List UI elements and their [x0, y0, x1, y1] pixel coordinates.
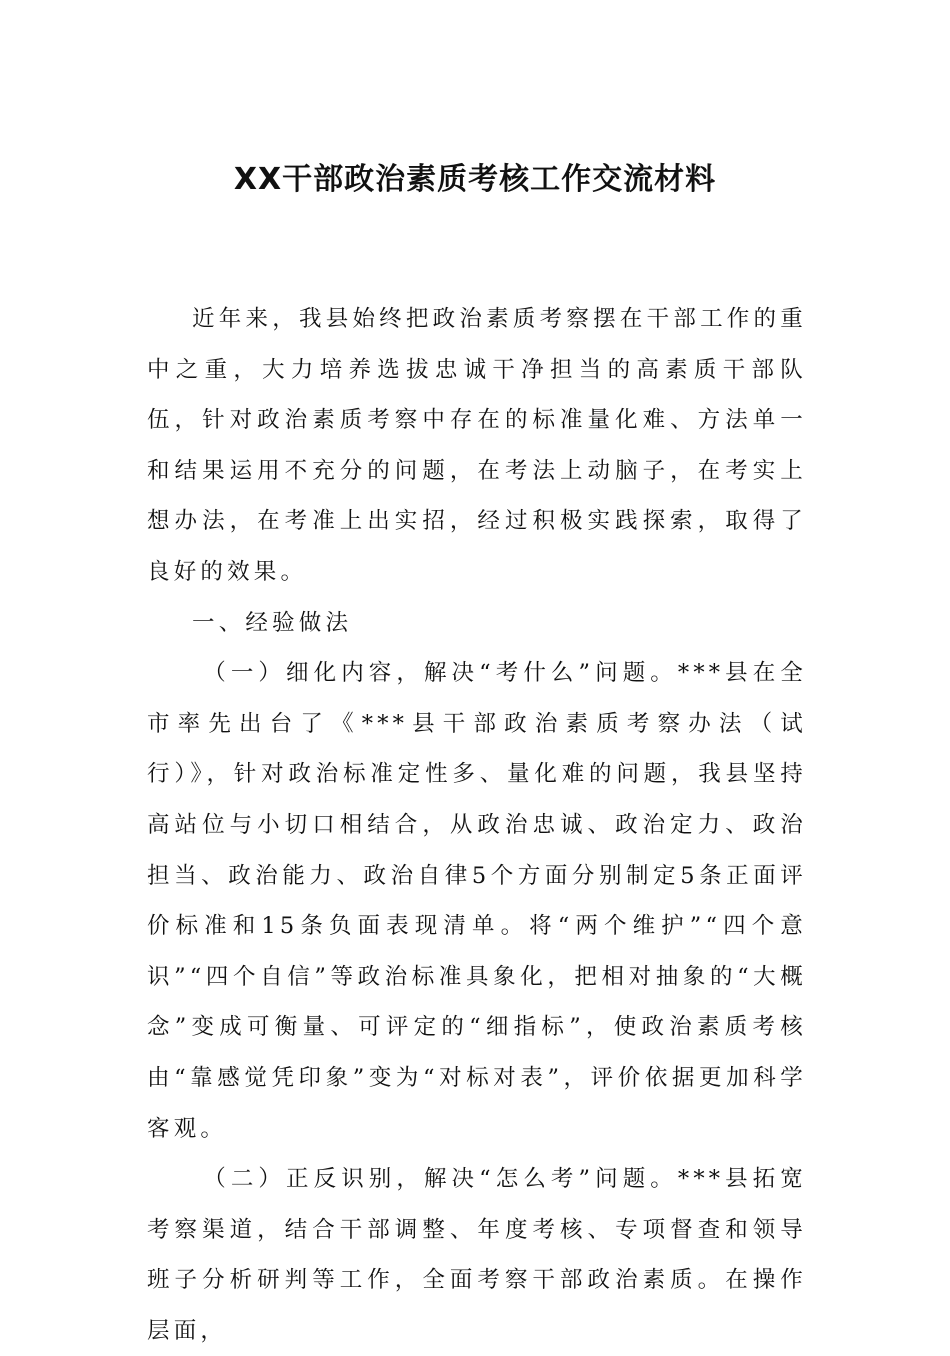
paragraph-refine-content: （一）细化内容，解决“考什么”问题。***县在全市率先出台了《***县干部政治素质考察办法（试行）》，针对政治标准定性多、量化难的问题，我县坚持高站位与小切口相结合，从政治忠诚、政治定力、政治担当、政治能力、政治自律5个方面分别制定5条正面评价标准和15条负面表现清单。将“两个维护”“四个意识”“四个自信”等政治标准具象化，把相对抽象的“大概念”变成可衡量、可评定的“细指标”，使政治素质考核由“靠感觉凭印象”变为“对标对表”，评价依据更加科学客观。: [147, 660, 807, 1142]
paragraph-identify: （二）正反识别，解决“怎么考”问题。***县拓宽考察渠道，结合干部调整、年度考核、专项督查和领导班子分析研判等工作，全面考察干部政治素质。在操作层面，: [147, 1166, 807, 1344]
document-body: [147, 294, 807, 1356]
paragraph-intro: 近年来，我县始终把政治素质考察摆在干部工作的重中之重，大力培养选拔忠诚干净担当的高素质干部队伍，针对政治素质考察中存在的标准量化难、方法单一和结果运用不充分的问题，在考法上动脑子，在考实上想办法，在考准上出实招，经过积极实践探索，取得了良好的效果。: [147, 306, 807, 585]
section-heading-experience: 一、经验做法: [192, 609, 353, 636]
document-title: XX干部政治素质考核工作交流材料: [233, 162, 717, 197]
